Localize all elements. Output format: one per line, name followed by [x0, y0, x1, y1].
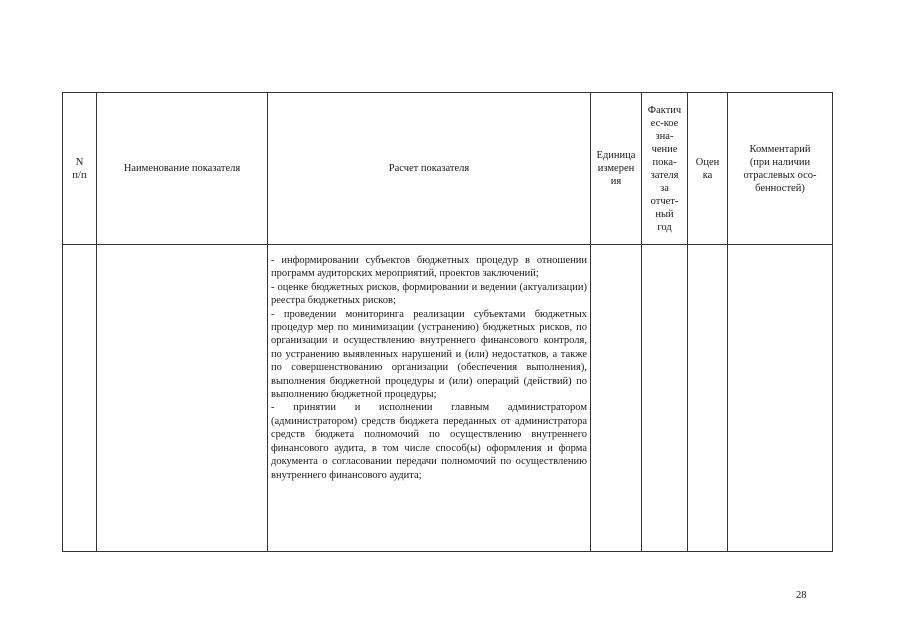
header-calc	[268, 93, 591, 245]
cell-comment	[728, 245, 833, 552]
table-row	[63, 245, 833, 552]
cell-grade	[688, 245, 728, 552]
calc-item: - проведении мониторинга реализации субъектами бюджетных процедур мер по минимизации (устранению) бюджетных рисков, по организации и осуществлению внутреннего финансового контроля, по устранению выявленных нарушений и (или) недостатков, а также по совершенствованию организации (обеспечения выполнения), выполнения бюджетной процедуры и (или) операций (действий) по выполнению бюджетной процедуры;	[271, 308, 587, 401]
header-comment	[728, 93, 833, 245]
header-name	[97, 93, 268, 245]
header-unit-text: Единица измерен ия	[596, 150, 636, 187]
header-num	[63, 93, 97, 245]
page-number: 28	[796, 590, 807, 601]
header-calc-text: Расчет показателя	[388, 163, 470, 174]
cell-unit	[591, 245, 642, 552]
header-grade-text: Оцен ка	[695, 156, 720, 181]
table-header-row	[63, 93, 833, 245]
calc-item: - принятии и исполнении главным администратором (администратором) средств бюджета переданных от администратора средств бюджета полномочий по осуществлению внутреннего финансового аудита, в том числе способ(ы) оформления и форма документа о согласовании передачи полномочий по осуществлению внутреннего финансового аудита;	[271, 402, 587, 481]
header-grade	[688, 93, 728, 245]
cell-name	[97, 245, 268, 552]
header-fact-text: Фактич ес-кое зна- чение пока- зателя за отчет- ный год	[647, 104, 682, 233]
cell-fact	[642, 245, 688, 552]
header-fact	[642, 93, 688, 245]
header-name-text: Наименование показателя	[123, 163, 241, 174]
calc-item: - информировании субъектов бюджетных процедур в отношении программ аудиторских мероприятий, проектов заключений;	[271, 255, 587, 280]
indicators-table	[62, 92, 833, 552]
cell-num	[63, 245, 97, 552]
header-unit	[591, 93, 642, 245]
header-num-text: N п/п	[72, 156, 87, 181]
cell-calc	[268, 245, 591, 552]
header-comment-text: Комментарий (при наличии отраслевых осо- бенностей)	[743, 143, 817, 194]
calc-item: - оценке бюджетных рисков, формировании и ведении (актуализации) реестра бюджетных рисков;	[271, 281, 587, 307]
